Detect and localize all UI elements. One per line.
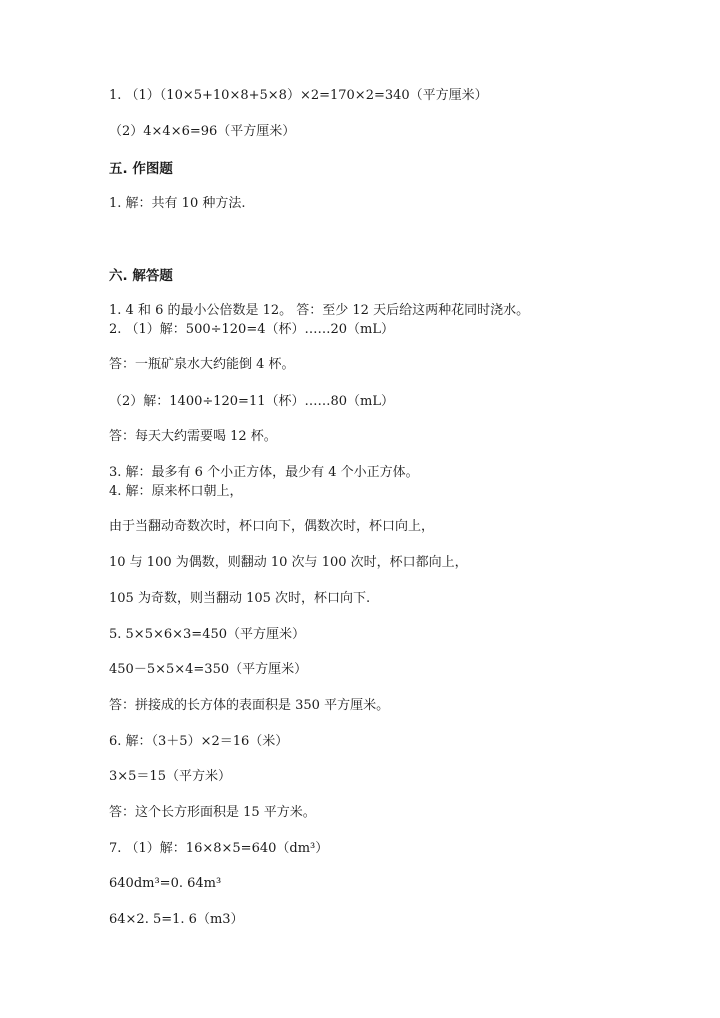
section6-heading: 六. 解答题 [109,268,173,284]
s6-q6-answer: 答：这个长方形面积是 15 平方米。 [109,805,316,820]
s6-q6-line1: 6. 解：（3＋5）×2＝16（米） [109,734,289,749]
s6-q2-part1: 2. （1）解：500÷120=4（杯）……20（mL） [109,322,394,337]
s6-q4-line4: 105 为奇数，则当翻动 105 次时，杯口向下. [109,591,371,606]
s6-q5-answer: 答：拼接成的长方体的表面积是 350 平方厘米。 [109,698,390,713]
s6-q4-line2: 由于当翻动奇数次时，杯口向下，偶数次时，杯口向上， [109,519,435,534]
s4-q1-part1: 1. （1）（10×5+10×8+5×8）×2=170×2=340（平方厘米） [109,88,488,103]
s5-q1: 1. 解：共有 10 种方法. [109,196,246,211]
s6-q1: 1. 4 和 6 的最小公倍数是 12。 答：至少 12 天后给这两种花同时浇水。 [109,303,530,318]
s6-q3: 3. 解：最多有 6 个小正方体，最少有 4 个小正方体。 [109,465,419,480]
s6-q7-line1: 7. （1）解：16×8×5=640（dm³） [109,841,329,856]
s6-q2-answer1: 答：一瓶矿泉水大约能倒 4 杯。 [109,357,295,372]
section5-heading: 五. 作图题 [109,161,173,177]
s6-q7-line2: 640dm³=0. 64m³ [109,876,222,891]
s4-q1-part2: （2）4×4×6=96（平方厘米） [109,124,296,139]
s6-q4-line3: 10 与 100 为偶数，则翻动 10 次与 100 次时，杯口都向上， [109,555,468,570]
s6-q6-line2: 3×5＝15（平方米） [109,769,231,784]
s6-q5-line2: 450－5×5×4=350（平方厘米） [109,662,308,677]
s6-q4-line1: 4. 解：原来杯口朝上， [109,484,243,499]
s6-q2-part2: （2）解：1400÷120=11（杯）……80（mL） [109,394,394,409]
s6-q5-line1: 5. 5×5×6×3=450（平方厘米） [109,627,306,642]
s6-q2-answer2: 答：每天大约需要喝 12 杯。 [109,429,277,444]
s6-q7-line3: 64×2. 5=1. 6（m3） [109,912,244,927]
